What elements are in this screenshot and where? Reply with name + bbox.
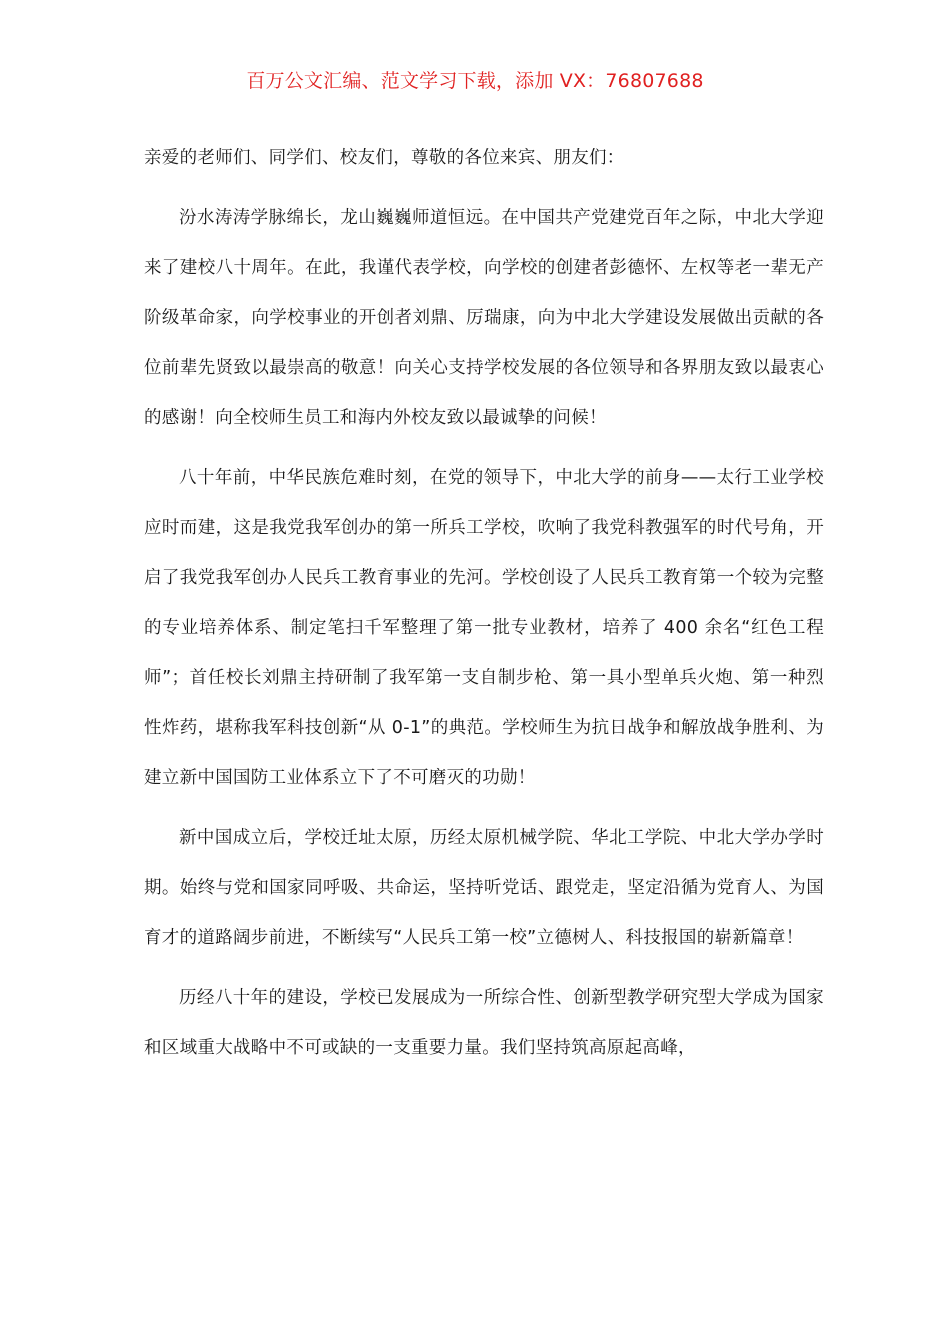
- document-body: [144, 133, 824, 1083]
- greeting-line: 亲爱的老师们、同学们、校友们，尊敬的各位来宾、朋友们：: [144, 148, 625, 168]
- paragraph-3: 新中国成立后，学校迁址太原，历经太原机械学院、华北工学院、中北大学办学时期。始终与党和国家同呼吸、共命运，坚持听党话、跟党走，坚定沿循为党育人、为国育才的道路阔步前进，不断续写“人民兵工第一校”立德树人、科技报国的崭新篇章！: [144, 828, 824, 948]
- paragraph-2: 八十年前，中华民族危难时刻，在党的领导下，中北大学的前身——太行工业学校应时而建，这是我党我军创办的第一所兵工学校，吹响了我党科教强军的时代号角，开启了我党我军创办人民兵工教育事业的先河。学校创设了人民兵工教育第一个较为完整的专业培养体系、制定笔扫千军整理了第一批专业教材，培养了 400 余名“红色工程师”；首任校长刘鼎主持研制了我军第一支自制步枪、第一具小型单兵火炮、第一种烈性炸药，堪称我军科技创新“从 0-1”的典范。学校师生为抗日战争和解放战争胜利、为建立新中国国防工业体系立下了不可磨灭的功勋！: [144, 468, 824, 788]
- paragraph-1: 汾水涛涛学脉绵长，龙山巍巍师道恒远。在中国共产党建党百年之际，中北大学迎来了建校八十周年。在此，我谨代表学校，向学校的创建者彭德怀、左权等老一辈无产阶级革命家，向学校事业的开创者刘鼎、厉瑞康，向为中北大学建设发展做出贡献的各位前辈先贤致以最崇高的敬意！向关心支持学校发展的各位领导和各界朋友致以最衷心的感谢！向全校师生员工和海内外校友致以最诚挚的问候！: [144, 208, 824, 428]
- paragraph-4: 历经八十年的建设，学校已发展成为一所综合性、创新型教学研究型大学成为国家和区域重大战略中不可或缺的一支重要力量。我们坚持筑高原起高峰，: [144, 988, 824, 1058]
- header-watermark-text: 百万公文汇编、范文学习下载，添加 VX：76807688: [246, 70, 704, 92]
